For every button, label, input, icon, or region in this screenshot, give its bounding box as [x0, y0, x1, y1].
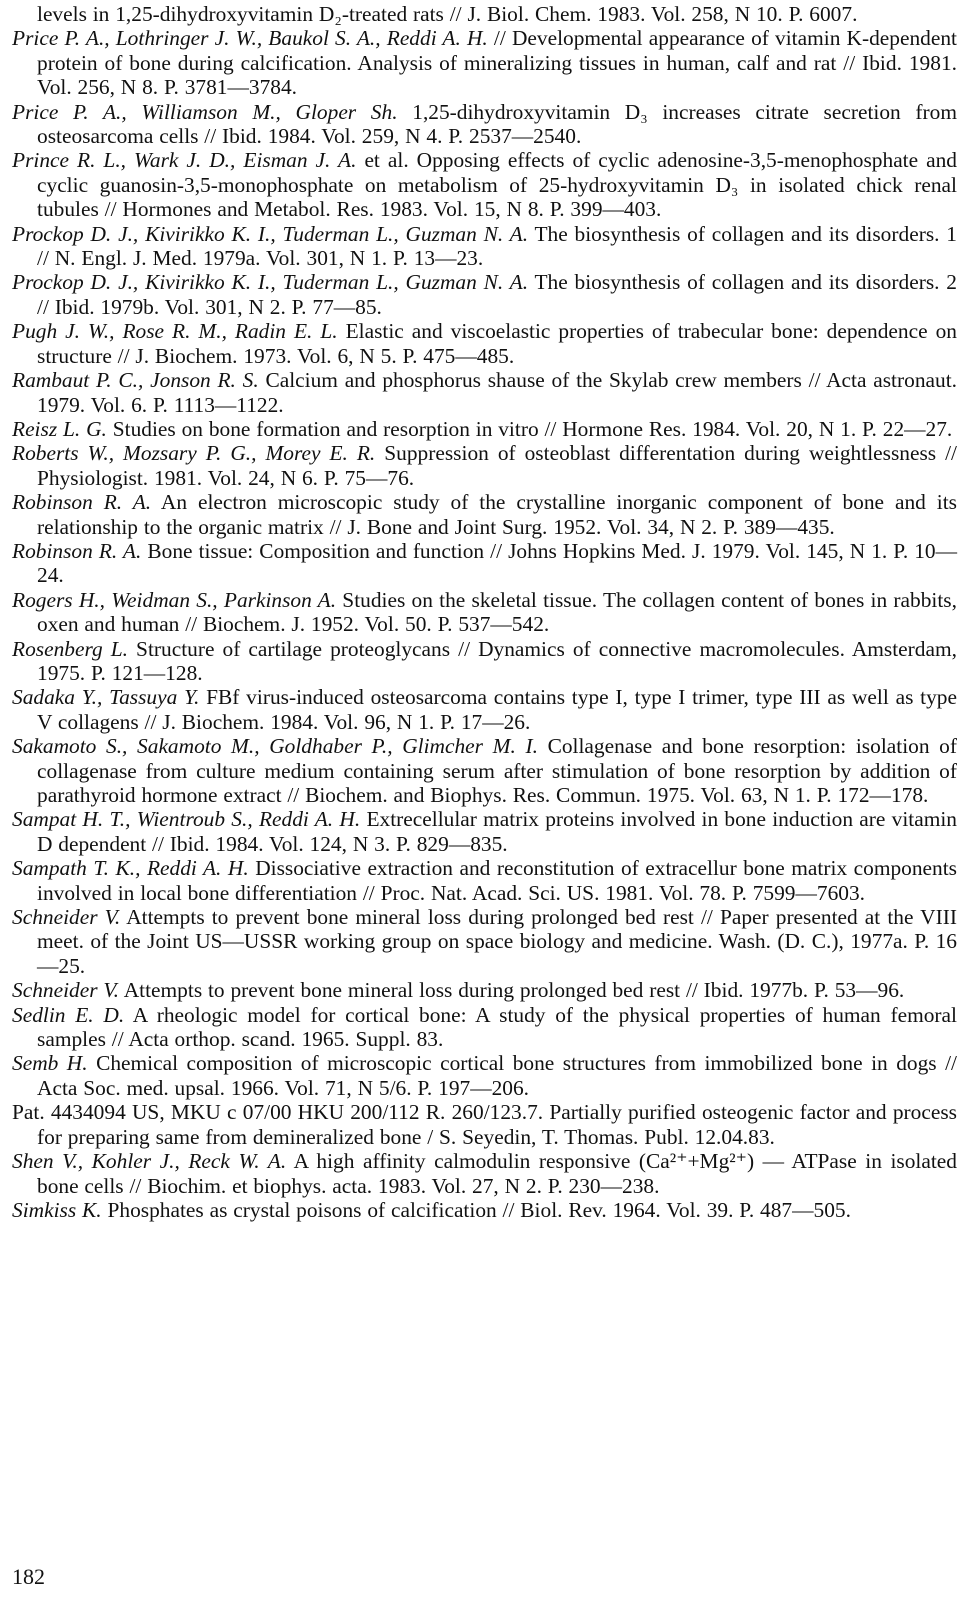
reference-list: [12, 2, 957, 1222]
reference-text: // Developmental appearance of vitamin K-dependent protein of bone during calcification. Analysis of mineralizing tissues in human, calf and rat // Ibid. 1981. Vol. 256, N 8. P. 3781—3784.: [37, 26, 958, 100]
reference-entry: [12, 441, 957, 490]
reference-text: Collagenase and bone resorption: isolation of collagenase from culture medium containing serum after stimulation of bone resorption by addition of parathyroid hormone extract // Biochem. and Biophys. Res. Commun. 1975. Vol. 63, N 1. P. 172—178.: [37, 734, 958, 807]
reference-authors: Sakamoto S., Sakamoto M., Goldhaber P., Glimcher M. I.: [12, 734, 538, 759]
reference-authors: Sampath T. K., Reddi A. H.: [12, 856, 249, 881]
reference-authors: Sadaka Y., Tassuya Y.: [12, 685, 200, 710]
reference-authors: Robinson R. A.: [12, 538, 142, 563]
reference-entry: [12, 1198, 957, 1222]
reference-text: Studies on the skeletal tissue. The collagen content of bones in rabbits, oxen and human // Biochem. J. 1952. Vol. 50. P. 537—542.: [37, 587, 957, 637]
reference-authors: Robinson R. A.: [12, 490, 152, 515]
reference-authors: Price P. A., Lothringer J. W., Baukol S. A., Reddi A. H.: [12, 26, 488, 51]
reference-entry: [12, 148, 957, 221]
reference-text: Structure of cartilage proteoglycans // Dynamics of connective macromolecules. Amsterdam, 1975. P. 121—128.: [37, 636, 957, 685]
reference-text: An electron microscopic study of the crystalline inorganic component of bone and its relationship to the organic matrix // J. Bone and Joint Surg. 1952. Vol. 34, N 2. P. 389—435.: [37, 490, 957, 539]
reference-authors: Sedlin E. D.: [12, 1002, 125, 1027]
reference-authors: Semb H.: [12, 1051, 88, 1076]
reference-authors: Rambaut P. C., Jonson R. S.: [12, 368, 259, 393]
reference-entry: [12, 807, 957, 856]
reference-authors: Simkiss K.: [12, 1197, 102, 1222]
reference-text: Extrecellular matrix proteins involved in bone induction are vitamin D dependent // Ibid. 1984. Vol. 124, N 3. P. 829—835.: [37, 807, 958, 856]
reference-entry: [12, 1149, 957, 1198]
reference-entry: [12, 417, 957, 441]
reference-entry: [12, 637, 957, 686]
reference-text: et al. Opposing effects of cyclic adenosine-3,5-menophosphate and cyclic guanosin-3,5-monophosphate on metabolism of 25-hydroxyvitamin D₃ in isolated chick renal tubules // Hormones and Metabol. Res. 1983. Vol. 15, N 8. P. 399—403.: [37, 148, 958, 222]
reference-text: Pat. 4434094 US, MKU c 07/00 HKU 200/112 R. 260/123.7. Partially purified osteogenic factor and process for preparing same from demineralized bone / S. Seyedin, T. Thomas. Publ. 12.04.83.: [12, 1100, 957, 1149]
reference-entry: [12, 856, 957, 905]
reference-authors: Sampat H. T., Wientroub S., Reddi A. H.: [12, 807, 361, 832]
reference-entry: [12, 222, 957, 271]
reference-entry: [12, 2, 957, 26]
reference-entry: [12, 1003, 957, 1052]
reference-text: A rheologic model for cortical bone: A study of the physical properties of human femoral samples // Acta orthop. scand. 1965. Suppl. 83.: [37, 1002, 957, 1052]
reference-authors: Reisz L. G.: [12, 416, 107, 441]
reference-authors: Prockop D. J., Kivirikko K. I., Tuderman L., Guzman N. A.: [12, 270, 529, 295]
reference-entry: [12, 368, 957, 417]
reference-text: Elastic and viscoelastic properties of trabecular bone: dependence on structure // J. Biochem. 1973. Vol. 6, N 5. P. 475—485.: [37, 319, 957, 368]
reference-text: Studies on bone formation and resorption in vitro // Hormone Res. 1984. Vol. 20, N 1. P. 22—27.: [106, 416, 953, 441]
reference-text: FBf virus-induced osteosarcoma contains type I, type I trimer, type III as well as type V collagens // J. Biochem. 1984. Vol. 96, N 1. P. 17—26.: [37, 685, 957, 734]
reference-authors: Prockop D. J., Kivirikko K. I., Tuderman L., Guzman N. A.: [12, 221, 529, 246]
reference-text: The biosynthesis of collagen and its disorders. 1 // N. Engl. J. Med. 1979a. Vol. 301, N 1. P. 13—23.: [37, 221, 957, 271]
reference-text: Attempts to prevent bone mineral loss during prolonged bed rest // Paper presented at the VIII meet. of the Joint US—USSR working group on space biology and medicine. Wash. (D. C.), 1977a. P. 16—25.: [37, 905, 957, 978]
reference-authors: Schneider V.: [12, 978, 120, 1003]
reference-text: levels in 1,25-dihydroxyvitamin D₂-treated rats // J. Biol. Chem. 1983. Vol. 258, N 10. P. 6007.: [37, 2, 858, 26]
reference-authors: Price P. A., Williamson M., Gloper Sh.: [12, 99, 398, 124]
reference-entry: [12, 270, 957, 319]
reference-page: [12, 2, 957, 1222]
reference-text: The biosynthesis of collagen and its disorders. 2 // Ibid. 1979b. Vol. 301, N 2. P. 77—85.: [37, 270, 957, 319]
reference-entry: [12, 978, 957, 1002]
reference-text: Chemical composition of microscopic cortical bone structures from immobilized bone in dogs // Acta Soc. med. upsal. 1966. Vol. 71, N 5/6. P. 197—206.: [37, 1051, 957, 1100]
page-number: 182: [12, 1564, 45, 1589]
reference-text: 1,25-dihydroxyvitamin D₃ increases citrate secretion from osteosarcoma cells // Ibid. 1984. Vol. 259, N 4. P. 2537—2540.: [37, 99, 957, 149]
reference-text: A high affinity calmodulin responsive (Ca²⁺+Mg²⁺) — ATPase in isolated bone cells // Biochim. et biophys. acta. 1983. Vol. 27, N 2. P. 230—238.: [37, 1149, 957, 1198]
reference-authors: Prince R. L., Wark J. D., Eisman J. A.: [12, 148, 357, 173]
reference-entry: [12, 685, 957, 734]
reference-text: Calcium and phosphorus shause of the Skylab crew members // Acta astronaut. 1979. Vol. 6. P. 1113—1122.: [37, 368, 957, 417]
reference-text: Phosphates as crystal poisons of calcification // Biol. Rev. 1964. Vol. 39. P. 487—505.: [101, 1197, 851, 1222]
reference-authors: Schneider V.: [12, 905, 121, 930]
reference-text: Suppression of osteoblast differentation during weightlessness // Physiologist. 1981. Vol. 24, N 6. P. 75—76.: [37, 441, 957, 490]
reference-entry: [12, 319, 957, 368]
reference-entry: [12, 1051, 957, 1100]
reference-entry: [12, 734, 957, 807]
reference-authors: Shen V., Kohler J., Reck W. A.: [12, 1149, 287, 1174]
reference-authors: Rosenberg L.: [12, 636, 128, 661]
reference-entry: [12, 539, 957, 588]
reference-authors: Roberts W., Mozsary P. G., Morey E. R.: [12, 441, 376, 466]
reference-entry: [12, 905, 957, 978]
reference-text: Attempts to prevent bone mineral loss during prolonged bed rest // Ibid. 1977b. P. 53—96.: [119, 978, 905, 1003]
reference-entry: [12, 588, 957, 637]
reference-entry: [12, 100, 957, 149]
reference-entry: [12, 490, 957, 539]
reference-text: Bone tissue: Composition and function // Johns Hopkins Med. J. 1979. Vol. 145, N 1. P. 10—24.: [37, 538, 957, 588]
reference-authors: Pugh J. W., Rose R. M., Radin E. L.: [12, 319, 338, 344]
reference-text: Dissociative extraction and reconstitution of extracellur bone matrix components involved in local bone differentiation // Proc. Nat. Acad. Sci. US. 1981. Vol. 78. P. 7599—7603.: [37, 856, 958, 905]
reference-authors: Rogers H., Weidman S., Parkinson A.: [12, 587, 337, 612]
reference-entry: [12, 1100, 957, 1149]
reference-entry: [12, 26, 957, 99]
